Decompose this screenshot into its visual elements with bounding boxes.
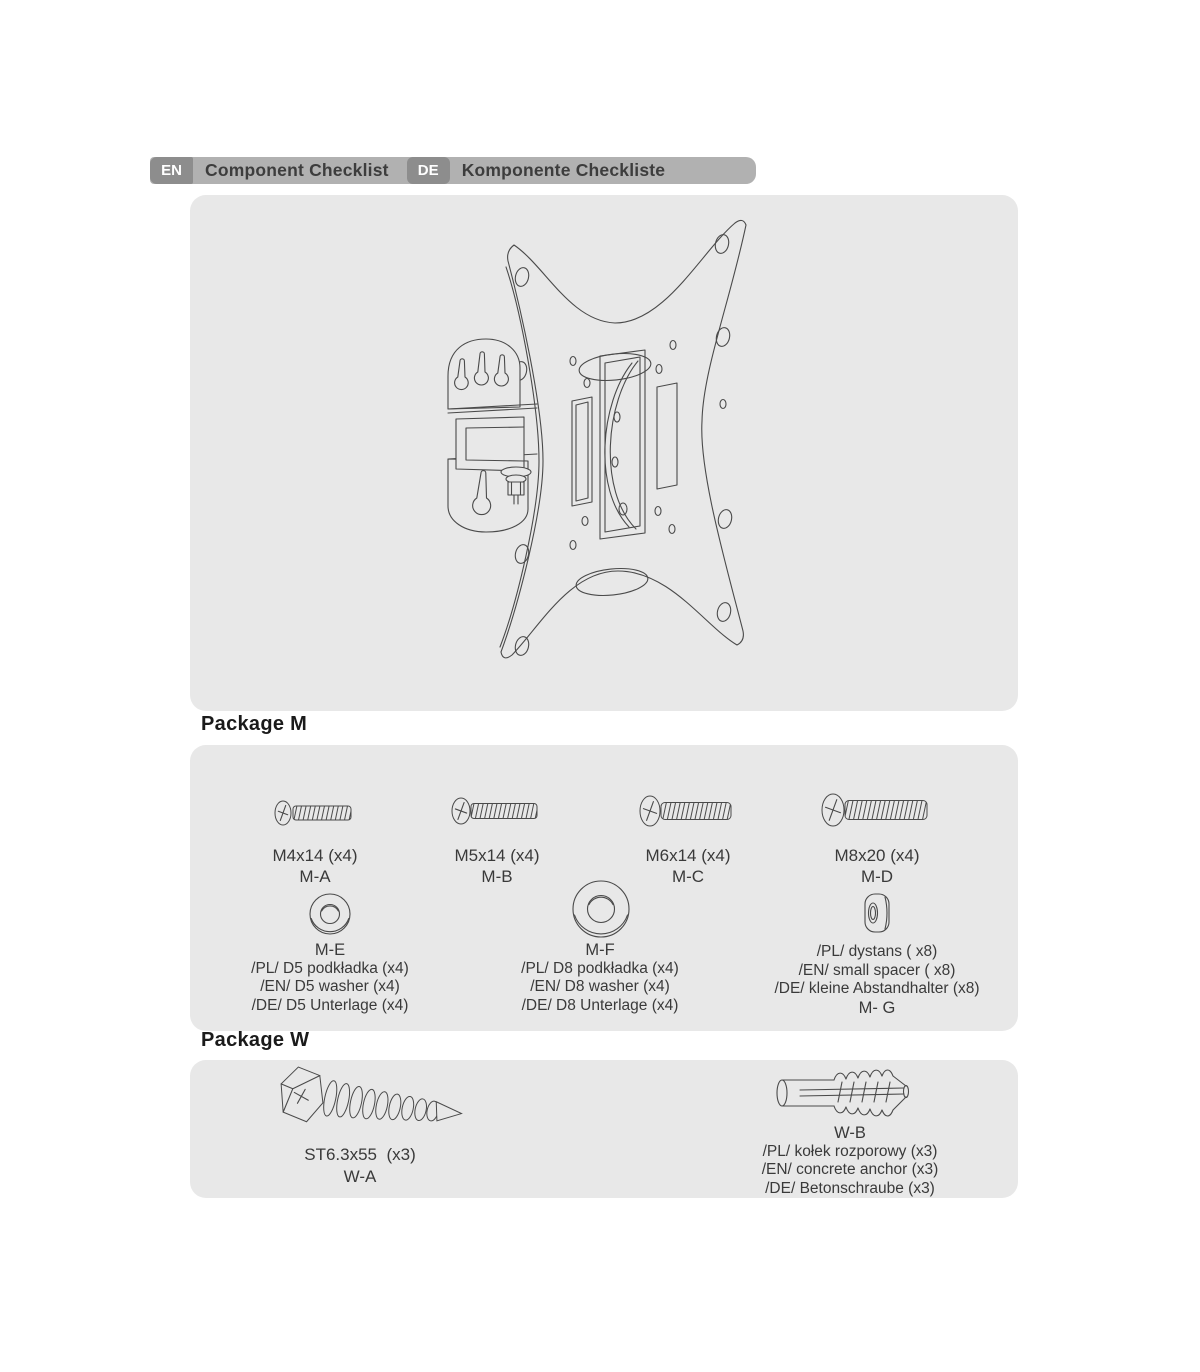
part-code: M-E (314, 941, 346, 959)
part-code: M-B (481, 867, 513, 886)
part-line-en: /EN/ concrete anchor (x3) (761, 1161, 939, 1178)
package-w-heading: Package W (201, 1029, 310, 1051)
mount-drawing-panel (190, 195, 1018, 711)
label-m-d (777, 845, 977, 887)
package-m-panel (190, 745, 1018, 1031)
label-w-a (260, 1144, 460, 1188)
header-bar (150, 157, 756, 184)
part-line-de: /DE/ Betonschraube (x3) (765, 1179, 935, 1197)
part-code: W-A (343, 1167, 377, 1186)
part-line-de: /DE/ D8 Unterlage (x4) (521, 996, 679, 1014)
part-line-pl: /PL/ kołek rozporowy (x3) (762, 1142, 938, 1160)
header-title-de: Komponente Checkliste (461, 160, 666, 180)
part-size: M5x14 (x4) (454, 846, 540, 865)
part-code: M-A (299, 867, 331, 886)
part-size: M8x20 (x4) (834, 846, 920, 865)
label-m-g (735, 943, 1019, 1017)
screw-m5-icon (447, 791, 547, 831)
language-badge-en: EN (150, 157, 193, 184)
part-code: M-D (860, 867, 894, 886)
label-m-b (397, 845, 597, 887)
part-size: M4x14 (x4) (272, 846, 358, 865)
part-line-pl: /PL/ dystans ( x8) (816, 943, 938, 960)
label-m-a (215, 845, 415, 887)
wall-mount-drawing-icon (440, 211, 760, 697)
package-w-panel (190, 1060, 1018, 1198)
spacer-icon (860, 891, 894, 935)
lag-screw-icon (268, 1066, 468, 1140)
label-m-e (210, 941, 450, 1015)
screw-m4-icon (270, 793, 360, 833)
part-code: M-F (585, 941, 615, 959)
package-m-heading: Package M (201, 713, 308, 735)
part-size: ST6.3x55 (x3) (304, 1145, 416, 1164)
part-code: M- G (858, 998, 896, 1017)
part-line-pl: /PL/ D8 podkładka (x4) (521, 959, 679, 977)
part-line-de: /DE/ kleine Abstandhalter (x8) (774, 980, 980, 997)
washer-d8-icon (568, 879, 634, 943)
part-line-de: /DE/ D5 Unterlage (x4) (251, 996, 409, 1014)
part-line-en: /EN/ D8 washer (x4) (530, 978, 670, 995)
part-line-en: /EN/ D5 washer (x4) (260, 978, 400, 995)
header-title-en: Component Checklist (205, 160, 389, 180)
wall-anchor-icon (772, 1068, 918, 1118)
part-code: M-C (671, 867, 705, 886)
label-w-b (710, 1124, 990, 1198)
screw-m6-icon (635, 789, 741, 833)
part-code: W-B (834, 1124, 866, 1142)
language-badge-de: DE (407, 157, 450, 184)
part-line-en: /EN/ small spacer ( x8) (798, 961, 956, 979)
part-line-pl: /PL/ D5 podkładka (x4) (251, 959, 409, 977)
screw-m8-icon (817, 787, 937, 833)
washer-d5-icon (305, 890, 355, 940)
label-m-f (480, 941, 720, 1015)
part-size: M6x14 (x4) (645, 846, 731, 865)
